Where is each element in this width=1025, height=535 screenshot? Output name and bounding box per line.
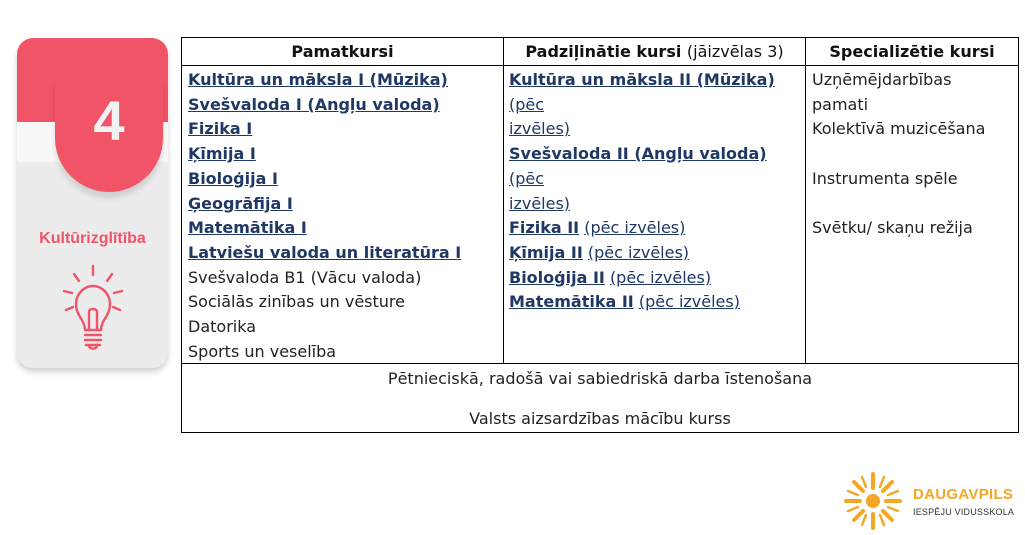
- advanced-course-item: [509, 68, 801, 142]
- footer-defense: Valsts aizsardzības mācību kurss: [469, 409, 731, 428]
- advanced-course-item: [509, 241, 801, 266]
- advanced-course-note: (pēc izvēles): [587, 242, 690, 262]
- advanced-course-note-cont: izvēles): [509, 193, 571, 213]
- lightbulb-icon: [62, 264, 124, 354]
- footer-research: Pētnieciskā, radošā vai sabiedriskā darba īstenošana: [387, 369, 813, 388]
- basic-course-item: Matemātika I: [188, 218, 307, 238]
- advanced-course-note-cont: izvēles): [509, 119, 571, 139]
- basic-course-item: Kultūra un māksla I (Mūzika): [188, 70, 448, 89]
- header-divider: [182, 65, 1018, 66]
- specialized-course-item: [812, 167, 1012, 216]
- advanced-course-note: (pēc izvēles): [638, 292, 740, 312]
- basic-course-item: Datorika: [188, 317, 256, 337]
- specialized-course-name: Kolektīvā muzicēšana: [812, 119, 986, 139]
- column-divider: [805, 38, 806, 363]
- advanced-course-note: (pēc izvēles): [584, 218, 686, 238]
- card-label: Kultūrizglītība: [39, 230, 146, 247]
- header-advanced: [504, 41, 805, 63]
- specialized-course-item: [812, 68, 1012, 117]
- school-logo: [838, 470, 1018, 530]
- basic-course-item: Ģeogrāfija I: [188, 193, 293, 213]
- basic-course-item: Sociālās zinības un vēsture: [188, 292, 405, 312]
- advanced-course-name: Ķīmija II: [509, 242, 583, 262]
- advanced-courses-list: [509, 68, 801, 315]
- logo-name: DAUGAVPILS: [913, 486, 1014, 503]
- basic-course-item: Fizika I: [188, 119, 253, 139]
- basic-course-item: Latviešu valoda un literatūra I: [188, 242, 462, 262]
- specialized-course-name: Uzņēmējdarbības: [812, 70, 952, 89]
- course-table: [181, 37, 1019, 433]
- basic-course-item: Svešvaloda I (Angļu valoda): [188, 94, 440, 114]
- advanced-course-name: Fizika II: [509, 218, 580, 238]
- advanced-course-item: [509, 290, 801, 315]
- card-number: 4: [93, 89, 125, 152]
- advanced-course-item: [509, 266, 801, 291]
- specialized-courses-list: [812, 68, 1012, 266]
- header-advanced-title: Padziļinātie kursi: [525, 42, 682, 61]
- advanced-course-name: Bioloģija II: [509, 267, 605, 287]
- sun-logo-icon: [838, 470, 908, 530]
- basic-course-item: Ķīmija I: [188, 144, 256, 164]
- specialized-course-name-cont: pamati: [812, 94, 869, 114]
- basic-courses-list: [188, 68, 500, 364]
- advanced-course-note: (pēc izvēles): [609, 267, 712, 287]
- header-advanced-note: (jāizvēlas 3): [686, 42, 784, 61]
- column-divider: [503, 38, 504, 363]
- advanced-course-name: Matemātika II: [509, 292, 634, 312]
- profile-card: [17, 38, 168, 368]
- advanced-course-name: Svešvaloda II (Angļu valoda): [509, 144, 767, 164]
- specialized-course-name: Svētku/ skaņu režija: [812, 218, 973, 238]
- header-basic: Pamatkursi: [291, 42, 394, 61]
- basic-course-item: Svešvaloda B1 (Vācu valoda): [188, 267, 422, 287]
- logo-subtitle: IESPĒJU VIDUSSKOLA: [913, 507, 1015, 517]
- advanced-course-name: Kultūra un māksla II (Mūzika): [509, 70, 775, 89]
- basic-course-item: Sports un veselība: [188, 341, 337, 361]
- advanced-course-item: [509, 216, 801, 241]
- specialized-course-name: Instrumenta spēle: [812, 168, 958, 188]
- advanced-course-note: (pēc: [509, 168, 545, 188]
- header-specialized: Specializētie kursi: [829, 42, 995, 61]
- specialized-course-item: [812, 117, 1012, 166]
- basic-course-item: Bioloģija I: [188, 168, 278, 188]
- advanced-course-item: [509, 142, 801, 216]
- advanced-course-note: (pēc: [509, 94, 545, 114]
- specialized-course-item: [812, 216, 1012, 265]
